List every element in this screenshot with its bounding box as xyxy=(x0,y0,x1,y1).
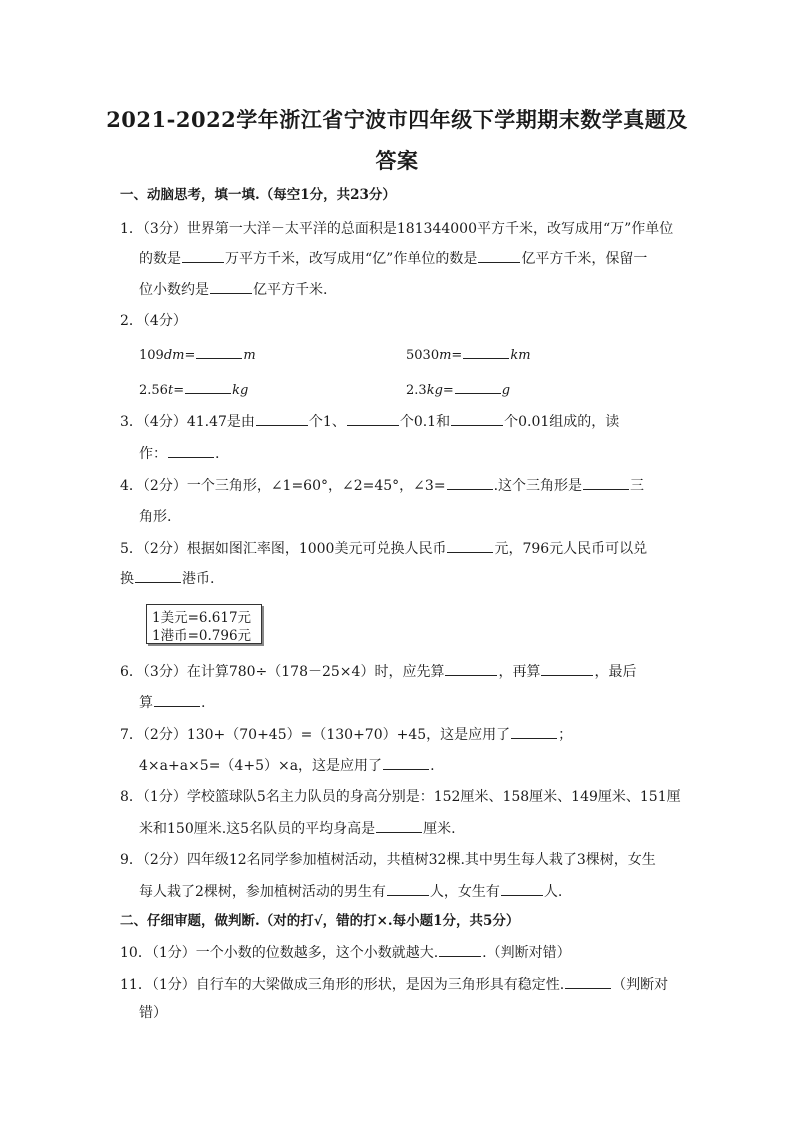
unit: t xyxy=(167,383,174,398)
answer-blank[interactable] xyxy=(439,942,481,957)
question-4-line-1 xyxy=(120,475,644,496)
question-5-line-1 xyxy=(120,538,647,559)
answer-blank[interactable] xyxy=(383,755,429,770)
question-8-line-2 xyxy=(139,818,456,839)
question-1-line-1: 1．（3分）世界第一大洋－太平洋的总面积是181344000平方千米，改写成用“万”作单位 xyxy=(120,221,674,237)
number: 5030 xyxy=(406,348,440,363)
text: 10．（1分）一个小数的位数越多，这个小数就越大. xyxy=(120,945,439,961)
text: 人. xyxy=(543,884,563,900)
answer-blank[interactable] xyxy=(185,379,231,394)
text: 3．（4分）41.47是由 xyxy=(120,414,255,430)
equals-sign: = xyxy=(442,383,454,398)
question-6-line-1 xyxy=(120,661,636,682)
question-11-line-2: 错） xyxy=(139,1005,167,1021)
text: 位小数约是 xyxy=(139,282,209,298)
rate-usd: 1美元=6.617元 xyxy=(152,610,252,626)
text: 三 xyxy=(630,478,645,494)
equals-sign: = xyxy=(184,348,196,363)
text: .这个三角形是 xyxy=(493,478,583,494)
text: 元，796元人民币可以兑 xyxy=(494,541,648,557)
answer-blank[interactable] xyxy=(210,279,252,294)
question-1-line-3 xyxy=(139,279,327,300)
unit: km xyxy=(510,348,531,363)
unit: g xyxy=(501,383,511,398)
answer-blank[interactable] xyxy=(463,344,509,359)
question-10 xyxy=(120,942,571,963)
text: 亿平方千米，保留一 xyxy=(521,251,648,267)
answer-blank[interactable] xyxy=(387,881,429,896)
equals-sign: = xyxy=(173,383,185,398)
answer-blank[interactable] xyxy=(182,248,224,263)
text: 的数是 xyxy=(139,251,181,267)
answer-blank[interactable] xyxy=(154,692,200,707)
conversion-item xyxy=(406,379,510,401)
section-heading: 二、仔细审题，做判断.（对的打√，错的打×.每小题1分，共5分） xyxy=(120,913,520,929)
text: 万平方千米，改写成用“亿”作单位的数是 xyxy=(225,251,478,267)
text: 6．（3分）在计算780÷（178－25×4）时，应先算 xyxy=(120,664,445,680)
text: 人，女生有 xyxy=(429,884,500,900)
answer-blank[interactable] xyxy=(478,248,520,263)
answer-blank[interactable] xyxy=(451,411,503,426)
question-5-line-2 xyxy=(120,568,214,589)
section-heading: 一、动脑思考，填一填.（每空1分，共23分） xyxy=(120,187,396,203)
question-7-line-1 xyxy=(120,724,572,745)
question-1-line-2 xyxy=(139,248,647,269)
question-11-line-1 xyxy=(120,974,668,995)
question-4-line-2: 角形. xyxy=(139,509,172,525)
page-title-continued: 答案 xyxy=(375,148,419,173)
answer-blank[interactable] xyxy=(447,538,493,553)
question-9-line-1: 9．（2分）四年级12名同学参加植树活动，共植树32棵.其中男生每人栽了3棵树，女生 xyxy=(120,852,656,868)
answer-blank[interactable] xyxy=(196,344,242,359)
text: 每人栽了2棵树，参加植树活动的男生有 xyxy=(139,884,386,900)
answer-blank[interactable] xyxy=(376,818,422,833)
conversion-item xyxy=(139,379,248,401)
answer-blank[interactable] xyxy=(135,568,181,583)
text: 5．（2分）根据如图汇率图，1000美元可兑换人民币 xyxy=(120,541,447,557)
text: ； xyxy=(558,727,573,743)
answer-blank[interactable] xyxy=(447,475,493,490)
question-6-line-2 xyxy=(139,692,205,713)
number: 2.3 xyxy=(406,383,427,398)
text: 米和150厘米.这5名队员的平均身高是 xyxy=(139,821,376,837)
rate-hkd: 1港币=0.796元 xyxy=(152,628,252,644)
answer-blank[interactable] xyxy=(541,661,593,676)
text: . xyxy=(201,695,206,711)
exchange-rate-table xyxy=(146,604,262,644)
text: .（判断对错） xyxy=(482,945,571,961)
question-2-header: 2．（4分） xyxy=(120,313,187,329)
text: ，最后 xyxy=(594,664,637,680)
text: 厘米. xyxy=(423,821,456,837)
question-3-line-2 xyxy=(139,443,219,464)
answer-blank[interactable] xyxy=(511,724,557,739)
unit: kg xyxy=(232,383,249,398)
answer-blank[interactable] xyxy=(583,475,629,490)
equals-sign: = xyxy=(451,348,463,363)
question-3-line-1 xyxy=(120,411,619,432)
answer-blank[interactable] xyxy=(347,411,399,426)
text: ，再算 xyxy=(498,664,541,680)
conversion-item xyxy=(406,344,531,366)
question-8-line-1: 8．（1分）学校篮球队5名主力队员的身高分别是：152厘米、158厘米、149厘米、151厘 xyxy=(120,789,681,805)
unit: m xyxy=(243,348,256,363)
text: 港币. xyxy=(182,571,215,587)
page-title: 2021-2022学年浙江省宁波市四年级下学期期末数学真题及 xyxy=(106,107,688,132)
answer-blank[interactable] xyxy=(168,443,214,458)
text: 4×a+a×5=（4+5）×a，这是应用了 xyxy=(139,758,383,774)
answer-blank[interactable] xyxy=(501,881,543,896)
unit: kg xyxy=(426,383,443,398)
text: 7．（2分）130+（70+45）=（130+70）+45，这是应用了 xyxy=(120,727,511,743)
conversion-item xyxy=(139,344,256,366)
answer-blank[interactable] xyxy=(445,661,497,676)
text: 作： xyxy=(139,446,167,462)
answer-blank[interactable] xyxy=(256,411,308,426)
text: 换 xyxy=(120,571,134,587)
text: . xyxy=(215,446,220,462)
number: 2.56 xyxy=(139,383,168,398)
text: 亿平方千米. xyxy=(253,282,328,298)
answer-blank[interactable] xyxy=(565,974,611,989)
question-7-line-2 xyxy=(139,755,435,776)
number: 109 xyxy=(139,348,164,363)
text: 算 xyxy=(139,695,153,711)
text: . xyxy=(430,758,435,774)
text: （判断对 xyxy=(612,977,669,993)
unit: dm xyxy=(163,348,185,363)
text: 个0.1和 xyxy=(399,414,451,430)
text: 个0.01组成的，读 xyxy=(504,414,620,430)
unit: m xyxy=(439,348,452,363)
question-9-line-2 xyxy=(139,881,562,902)
text: 11．（1分）自行车的大梁做成三角形的形状，是因为三角形具有稳定性. xyxy=(120,977,565,993)
text: 4．（2分）一个三角形，∠1=60°，∠2=45°，∠3= xyxy=(120,478,446,494)
answer-blank[interactable] xyxy=(455,379,501,394)
text: 个1、 xyxy=(308,414,346,430)
